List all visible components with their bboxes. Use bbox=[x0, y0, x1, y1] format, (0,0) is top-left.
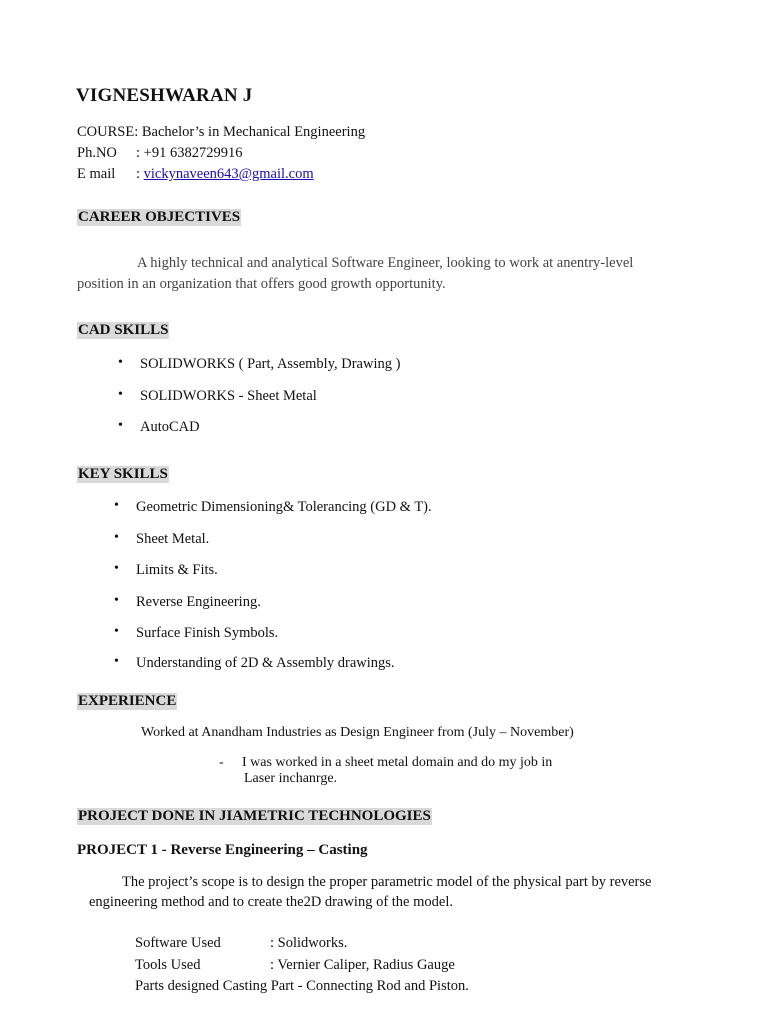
parts-line: Parts designed Casting Part - Connecting Rod and Piston. bbox=[135, 978, 469, 994]
career-text-line-2: position in an organization that offers good growth opportunity. bbox=[77, 276, 446, 292]
email-line bbox=[136, 166, 314, 183]
bullet-icon: • bbox=[114, 498, 119, 513]
bullet-icon: • bbox=[118, 418, 123, 433]
tools-label: Tools Used bbox=[135, 957, 201, 973]
bullet-icon: • bbox=[118, 355, 123, 370]
experience-heading: EXPERIENCE bbox=[78, 693, 177, 709]
experience-detail-line-1: I was worked in a sheet metal domain and do my job in bbox=[242, 755, 553, 770]
bullet-icon: • bbox=[114, 561, 119, 576]
career-objectives-heading: CAREER OBJECTIVES bbox=[78, 209, 241, 225]
experience-line: Worked at Anandham Industries as Design Engineer from (July – November) bbox=[141, 725, 574, 740]
key-skill-item: • Understanding of 2D & Assembly drawings. bbox=[114, 654, 395, 671]
software-label: Software Used bbox=[135, 935, 221, 951]
bullet-icon: • bbox=[118, 387, 123, 402]
cad-skill-item: • SOLIDWORKS - Sheet Metal bbox=[118, 387, 317, 404]
key-skill-item: • Geometric Dimensioning& Tolerancing (GD & T). bbox=[114, 498, 432, 515]
tools-value: : Vernier Caliper, Radius Gauge bbox=[270, 957, 455, 973]
key-skill-item: • Surface Finish Symbols. bbox=[114, 624, 279, 641]
course-value: Bachelor’s in Mechanical Engineering bbox=[141, 124, 366, 140]
cad-skill-item: • AutoCAD bbox=[118, 418, 200, 435]
email-link[interactable]: vickynaveen643@gmail.com bbox=[143, 166, 314, 182]
bullet-icon: • bbox=[114, 530, 119, 545]
email-separator: : bbox=[136, 166, 141, 182]
bullet-icon: • bbox=[114, 654, 119, 669]
project-1-title: PROJECT 1 - Reverse Engineering – Casting bbox=[77, 842, 368, 858]
project-1-line-1: The project’s scope is to design the proper parametric model of the physical part by reverse bbox=[122, 874, 652, 890]
course-label: COURSE: bbox=[77, 124, 139, 140]
phone-value: : +91 6382729916 bbox=[136, 145, 243, 161]
experience-dash: - bbox=[219, 755, 224, 770]
bullet-icon: • bbox=[114, 593, 119, 608]
key-skill-item: • Sheet Metal. bbox=[114, 530, 210, 547]
experience-detail-line-2: Laser inchanrge. bbox=[244, 771, 338, 786]
phone-label: Ph.NO bbox=[77, 145, 117, 161]
career-text-line-1: A highly technical and analytical Software Engineer, looking to work at anentry-level bbox=[137, 255, 634, 271]
key-skills-heading: KEY SKILLS bbox=[78, 466, 168, 482]
key-skill-item: • Reverse Engineering. bbox=[114, 593, 261, 610]
email-label: E mail bbox=[77, 166, 116, 182]
course-line bbox=[77, 124, 365, 141]
key-skill-item: • Limits & Fits. bbox=[114, 561, 218, 578]
cad-skills-heading: CAD SKILLS bbox=[78, 322, 169, 338]
bullet-icon: • bbox=[114, 624, 119, 639]
candidate-name: VIGNESHWARAN J bbox=[76, 85, 253, 106]
projects-heading: PROJECT DONE IN JIAMETRIC TECHNOLOGIES bbox=[78, 808, 431, 824]
cad-skill-item: • SOLIDWORKS ( Part, Assembly, Drawing ) bbox=[118, 355, 401, 372]
software-value: : Solidworks. bbox=[270, 935, 348, 951]
project-1-line-2: engineering method and to create the2D drawing of the model. bbox=[89, 894, 453, 910]
